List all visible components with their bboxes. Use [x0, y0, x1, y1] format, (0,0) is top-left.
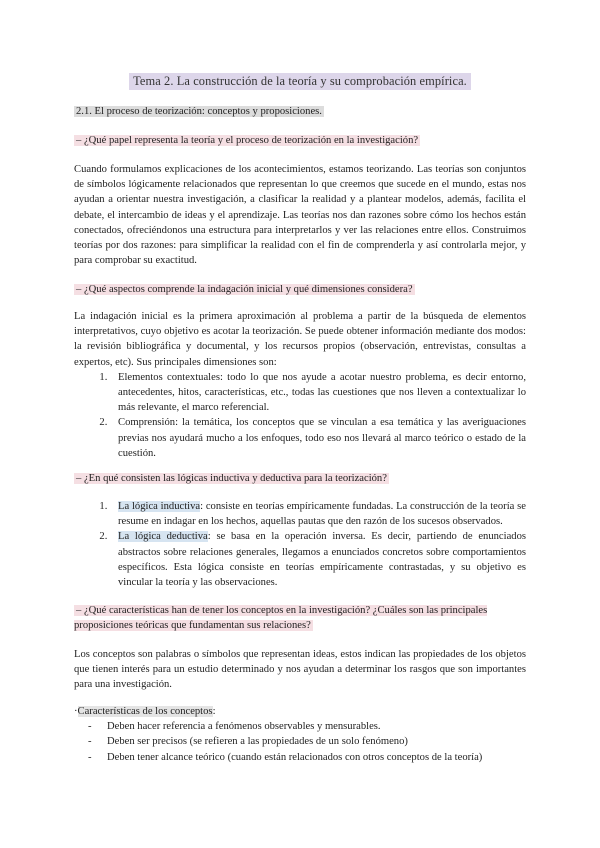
paragraph-2: La indagación inicial es la primera aproximación al problema a partir de la búsqueda de elementos interpretativos, cuyo objetivo es acotar la teorización. Se puede obtener información mediante dos modos: la revisión bibliográfica y documental, y los recursos propios (observación, entrevistas, consultas a expertos, etc). Sus principales dimensiones son: — [74, 311, 526, 368]
question-1-block — [74, 133, 526, 148]
term-inductiva: La lógica inductiva — [118, 501, 201, 512]
question-1: – ¿Qué papel representa la teoría y el proceso de teorización en la investigación? — [76, 135, 419, 146]
list-item: - Deben hacer referencia a fenómenos observables y mensurables. — [88, 719, 526, 734]
list-item: 2. Comprensión: la temática, los conceptos que se vinculan a esa temática y las averiguaciones previas nos ayudará mucho a los enfoques, todo eso nos llevará al marco teórico o estado de la cuestión. — [110, 415, 526, 461]
question-2-block — [74, 282, 526, 297]
title-row — [0, 72, 600, 90]
characteristics-heading — [74, 704, 526, 719]
question-2: – ¿Qué aspectos comprende la indagación inicial y qué dimensiones considera? — [76, 284, 413, 295]
question-3: – ¿En qué consisten las lógicas inductiva y deductiva para la teorización? — [76, 473, 387, 484]
paragraph-1: Cuando formulamos explicaciones de los acontecimientos, estamos teorizando. Las teorías son conjuntos de símbolos lógicamente relacionados que representan lo que creemos que sucede en el mundo, estas nos ayudan a orientar nuestra investigación, a clasificar la realidad y a plantear modelos, además, facilita el debate, el intercambio de ideas y el aprendizaje. Las teorías nos dan razones sobre cómo los hechos están conectados, ofreciéndonos una estructura para interpretarlos y ver las relaciones entre ellos. Construimos teorías por dos razones: para simplificar la realidad con el fin de comprenderla y así controlarla mejor, y para comprobar su exactitud. — [74, 164, 526, 267]
dimensions-list — [74, 370, 526, 461]
characteristics-colon: : — [212, 706, 216, 717]
list-item — [110, 499, 526, 529]
list-item: 1. Elementos contextuales: todo lo que nos ayude a acotar nuestro problema, es decir entorno, antecedentes, hitos, características, etc., todas las cuestiones que nos lleven a contextualizar lo más relevante, el marco referencial. — [110, 370, 526, 416]
bullet-icon: · — [74, 706, 78, 717]
list-item — [110, 529, 526, 590]
paragraph-3: Los conceptos son palabras o símbolos que representan ideas, estos indican las propiedades de los objetos que tienen interés para un estudio determinado y nos ayudan a determinar los rasgos que son importantes para una investigación. — [74, 649, 526, 691]
document-title: Tema 2. La construcción de la teoría y su comprobación empírica. — [129, 73, 471, 90]
term-deductiva: La lógica deductiva — [118, 531, 208, 543]
definition-deductiva: : se basa en la operación inversa. Es decir, partiendo de enunciados abstractos sobre relaciones generales, llegamos a enunciados concretos sobre comportamientos específicos. Esta lógica consiste en teorías empíricamente contrastadas, y su objetivo es vincular la teoría y las observaciones. — [118, 531, 526, 589]
logics-list — [74, 499, 526, 590]
characteristics-label: Características de los conceptos — [77, 706, 213, 717]
section-heading-block — [74, 104, 526, 119]
definition-inductiva: : consiste en teorías empíricamente fundadas. La construcción de la teoría se resume en indagar en los hechos, aquellas pautas que den razón de los sucesos observados. — [118, 501, 526, 528]
section-heading: 2.1. El proceso de teorización: conceptos y proposiciones. — [76, 106, 322, 117]
logics-block — [74, 499, 526, 590]
question-4: – ¿Qué características han de tener los conceptos en la investigación? ¿Cuáles son las principales proposiciones teóricas que fundamentan sus relaciones? — [74, 605, 488, 632]
characteristics-list — [74, 719, 526, 765]
question-4-block — [74, 603, 526, 633]
indagacion-block — [74, 309, 526, 461]
list-item: - Deben ser precisos (se refieren a las propiedades de un solo fenómeno) — [88, 734, 526, 749]
question-3-block — [74, 471, 526, 486]
characteristics-block — [74, 704, 526, 765]
list-item: - Deben tener alcance teórico (cuando están relacionados con otros conceptos de la teoría) — [88, 750, 526, 765]
